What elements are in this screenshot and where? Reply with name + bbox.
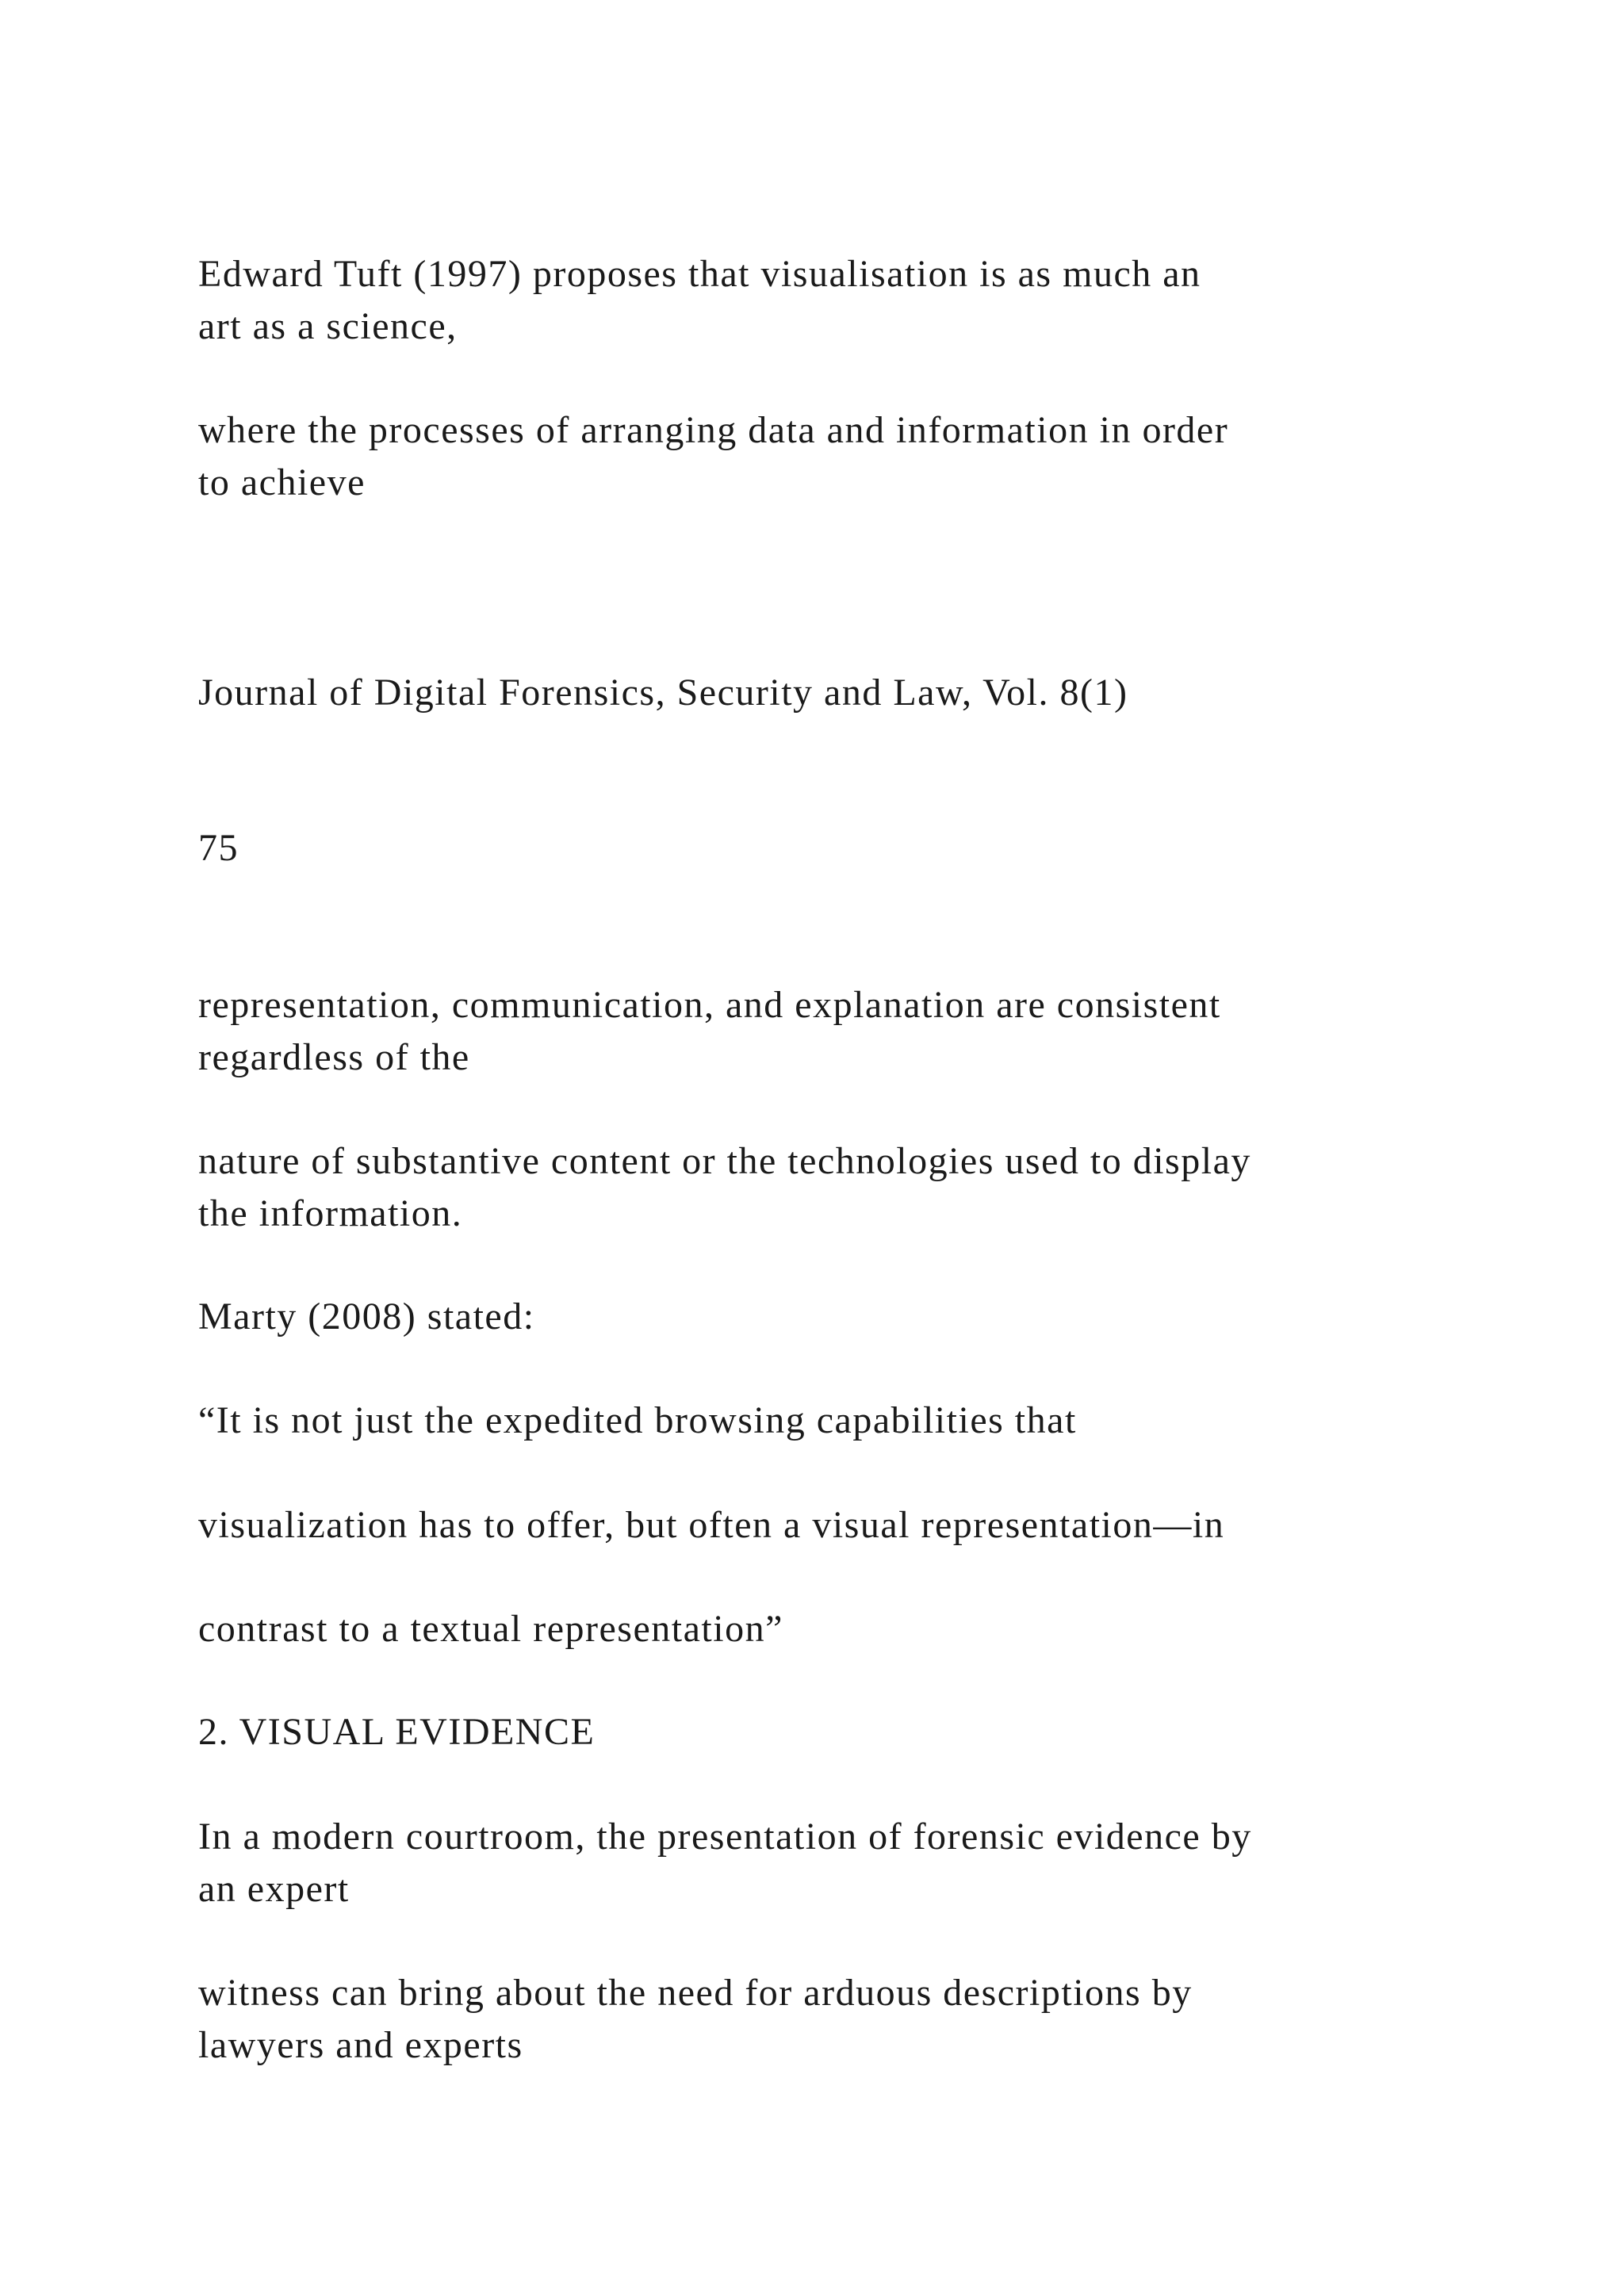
paragraph-1-line-2: art as a science, xyxy=(198,305,458,347)
paragraph-3-line-1: representation, communication, and explanation are consistent xyxy=(198,984,1221,1026)
paragraph-6-line-2: an expert xyxy=(198,1868,350,1910)
paragraph-3-line-2: regardless of the xyxy=(198,1036,470,1078)
journal-header: Journal of Digital Forensics, Security and Law, Vol. 8(1) xyxy=(198,672,1128,714)
paragraph-2-line-2: to achieve xyxy=(198,461,366,503)
paragraph-5: Marty (2008) stated: xyxy=(198,1295,535,1337)
paragraph-7-line-1: witness can bring about the need for arduous descriptions by xyxy=(198,1972,1193,2014)
paragraph-2-line-1: where the processes of arranging data and information in order xyxy=(198,409,1229,451)
quote-line-3: contrast to a textual representation” xyxy=(198,1608,783,1650)
paragraph-7-line-2: lawyers and experts xyxy=(198,2024,523,2066)
paragraph-4-line-1: nature of substantive content or the technologies used to display xyxy=(198,1140,1251,1182)
paragraph-4-line-2: the information. xyxy=(198,1192,463,1234)
quote-line-2: visualization has to offer, but often a visual representation—in xyxy=(198,1504,1225,1546)
quote-line-1: “It is not just the expedited browsing capabilities that xyxy=(198,1399,1077,1441)
paragraph-1-line-1: Edward Tuft (1997) proposes that visualisation is as much an xyxy=(198,253,1201,295)
section-heading: 2. VISUAL EVIDENCE xyxy=(198,1711,596,1753)
paragraph-6-line-1: In a modern courtroom, the presentation of forensic evidence by xyxy=(198,1816,1252,1858)
page-number: 75 xyxy=(198,827,239,869)
